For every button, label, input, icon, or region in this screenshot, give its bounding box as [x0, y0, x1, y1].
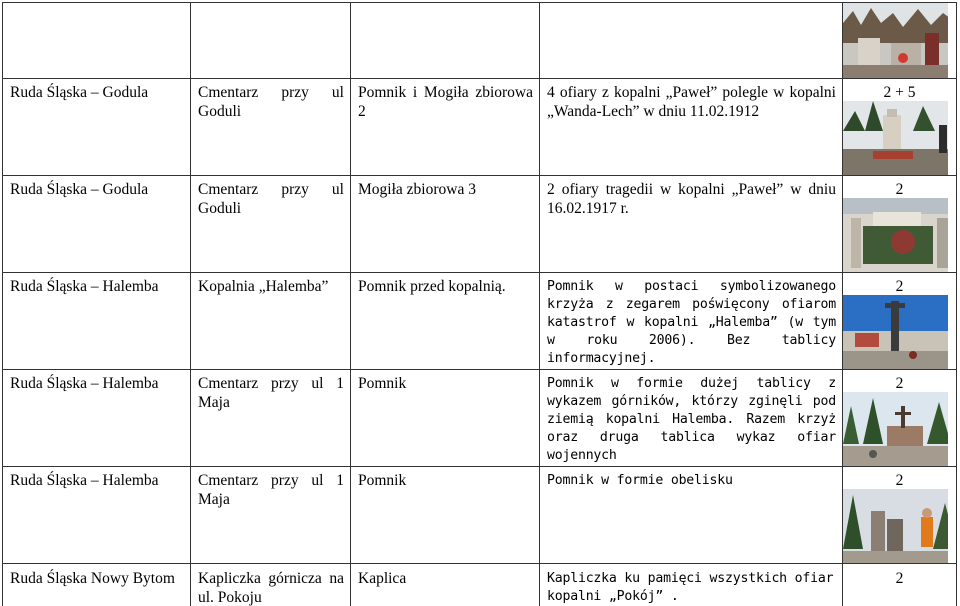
memorial-table: [2, 2, 957, 606]
cemetery-photo-1: [843, 3, 948, 78]
type-cell: Kaplica: [351, 564, 540, 606]
obelisk-photo: [843, 489, 948, 563]
cemetery-plaque-photo: [843, 392, 948, 466]
grave-photo-2: [843, 198, 948, 272]
description-cell: Pomnik w postaci symbolizowanego krzyża z zegarem poświęcony ofiarom katastrof w kopalni „Halemba” (w tym w roku 2006). Bez tablicy informacyjnej.: [540, 273, 843, 370]
table-row: [3, 564, 957, 606]
place-cell: Ruda Śląska Nowy Bytom: [3, 564, 191, 606]
victim-count: 2: [895, 472, 904, 489]
table-row: [3, 370, 957, 467]
description-cell: 4 ofiary z kopalni „Paweł” polegle w kopalni „Wanda-Lech” w dniu 11.02.1912: [540, 79, 843, 176]
type-cell: Mogiła zbiorowa 3: [351, 176, 540, 273]
place-cell: Ruda Śląska – Halemba: [3, 370, 191, 467]
table-row: [3, 273, 957, 370]
table-row-top: [3, 3, 957, 79]
table-row: [3, 467, 957, 564]
count-cell: [843, 564, 957, 606]
location-cell: Kapliczka górnicza na ul. Pokoju: [191, 564, 351, 606]
mine-monument-photo: [843, 295, 948, 369]
location-cell: Cmentarz przy ul 1 Maja: [191, 370, 351, 467]
description-cell: Pomnik w formie dużej tablicy z wykazem górników, którzy zginęli pod ziemią kopalni Halemba. Razem krzyż oraz druga tablica wykaz ofiar wojennych: [540, 370, 843, 467]
description-cell: Pomnik w formie obelisku: [540, 467, 843, 564]
place-cell: Ruda Śląska – Halemba: [3, 467, 191, 564]
location-cell: Cmentarz przy ul 1 Maja: [191, 467, 351, 564]
type-cell: Pomnik: [351, 467, 540, 564]
victim-count: 2: [895, 375, 904, 392]
count-cell: [843, 467, 957, 564]
place-cell: Ruda Śląska – Godula: [3, 79, 191, 176]
count-cell: [843, 273, 957, 370]
type-cell: Pomnik i Mogiła zbiorowa 2: [351, 79, 540, 176]
location-cell: Kopalnia „Halemba”: [191, 273, 351, 370]
victim-count: 2: [895, 570, 904, 587]
description-cell: Kapliczka ku pamięci wszystkich ofiar kopalni „Pokój” .: [540, 564, 843, 606]
type-cell: Pomnik: [351, 370, 540, 467]
count-cell: [843, 370, 957, 467]
monument-photo-1: [843, 101, 948, 175]
table-row: [3, 79, 957, 176]
victim-count: 2: [895, 278, 904, 295]
table-row: [3, 176, 957, 273]
count-cell: [843, 79, 957, 176]
location-cell: Cmentarz przy ul Goduli: [191, 79, 351, 176]
location-cell: Cmentarz przy ul Goduli: [191, 176, 351, 273]
photo-cell: [843, 3, 957, 79]
description-cell: 2 ofiary tragedii w kopalni „Paweł” w dniu 16.02.1917 r.: [540, 176, 843, 273]
victim-count: 2 + 5: [883, 84, 916, 101]
victim-count: 2: [895, 181, 904, 198]
type-cell: Pomnik przed kopalnią.: [351, 273, 540, 370]
count-cell: [843, 176, 957, 273]
place-cell: Ruda Śląska – Godula: [3, 176, 191, 273]
place-cell: Ruda Śląska – Halemba: [3, 273, 191, 370]
